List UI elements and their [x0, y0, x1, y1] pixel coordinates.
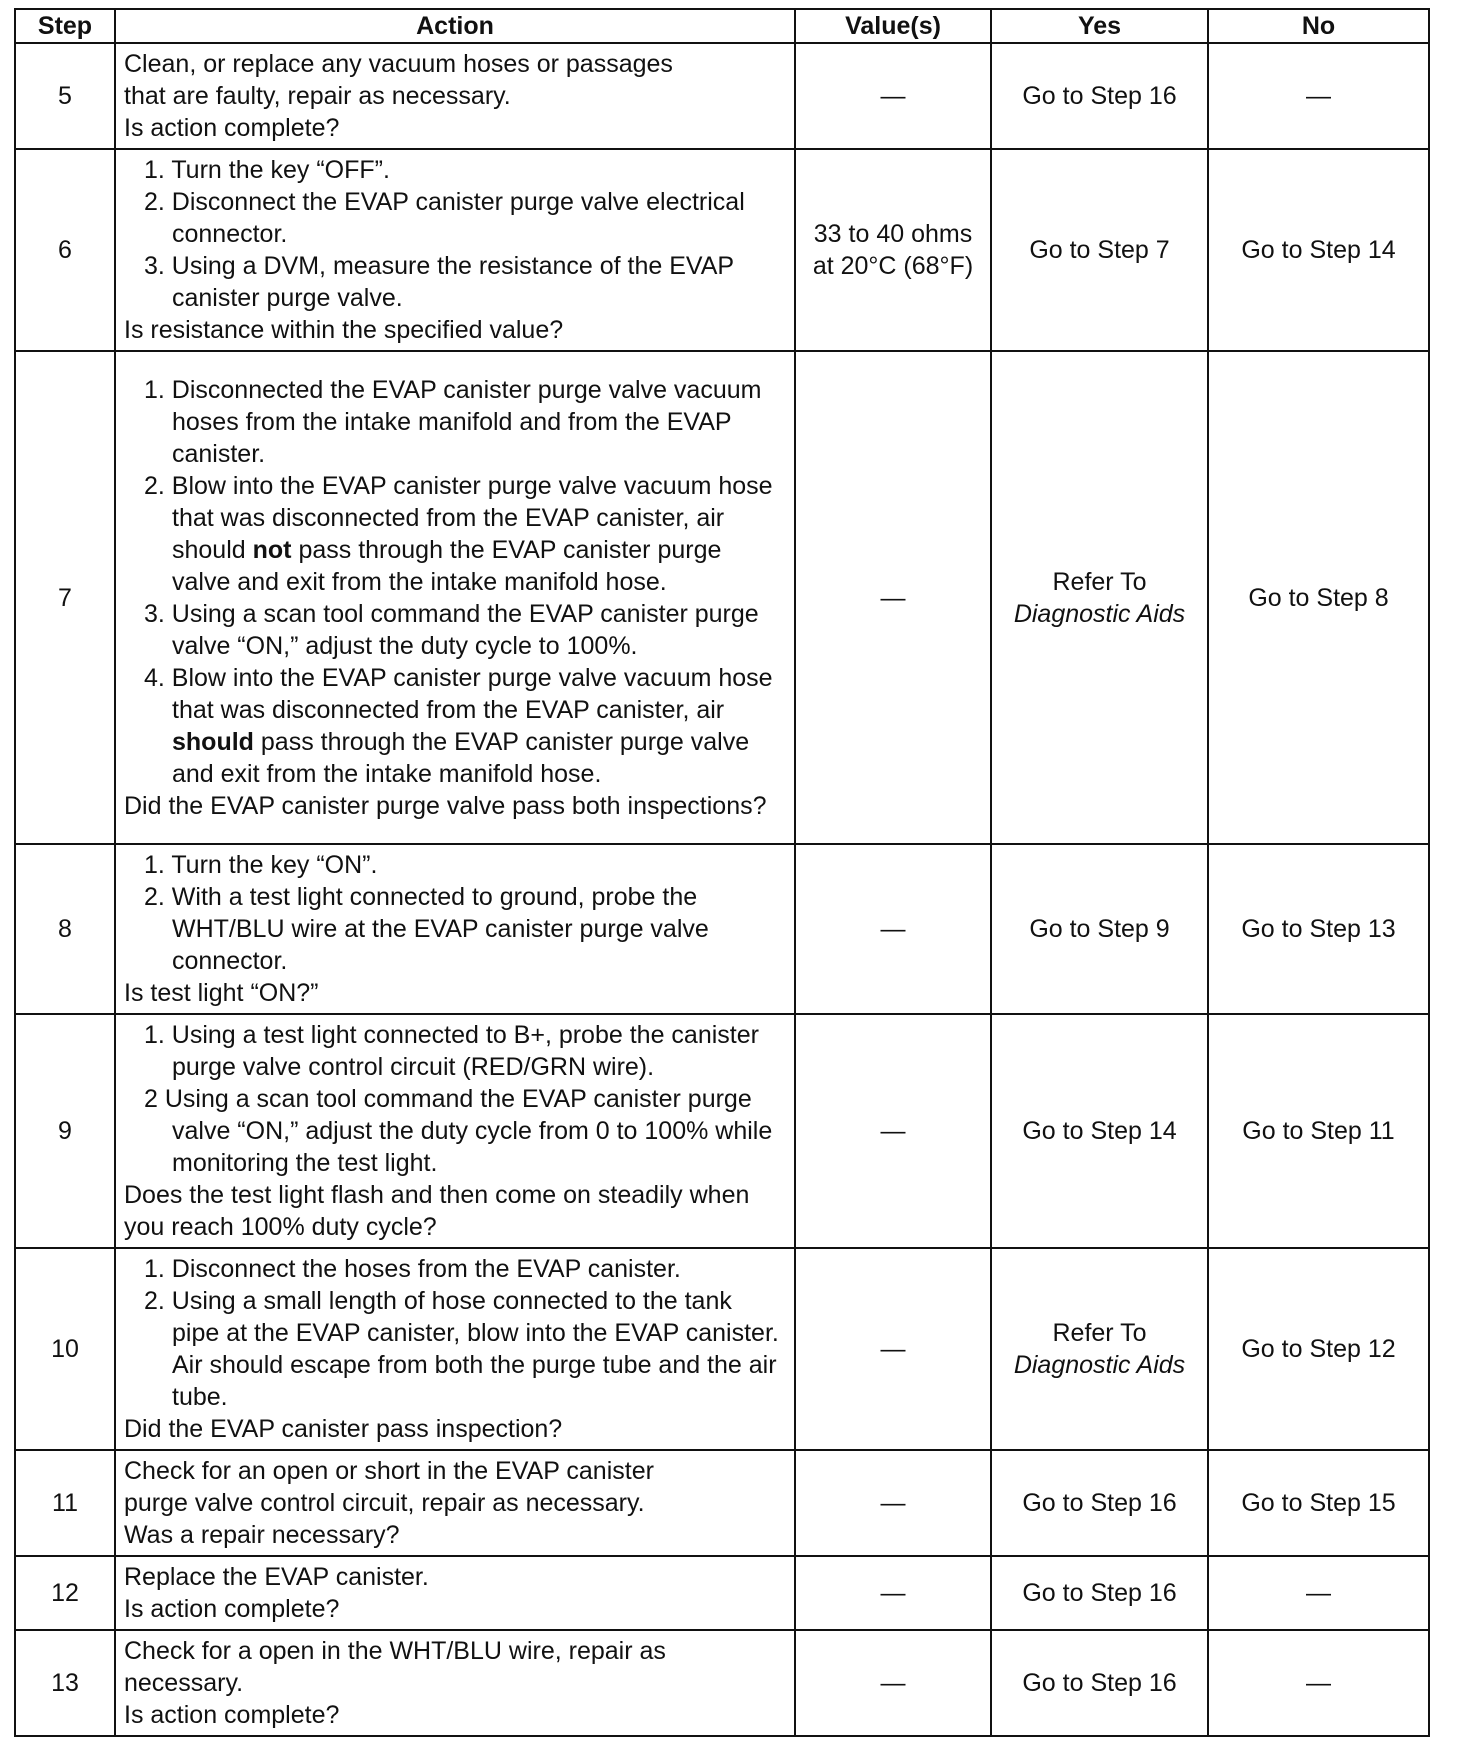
table-row — [15, 43, 1429, 149]
values-cell: — — [795, 1014, 991, 1248]
table-row — [15, 1556, 1429, 1630]
action-emphasis: not — [252, 535, 292, 564]
step-number: 11 — [15, 1450, 115, 1556]
values-cell — [795, 149, 991, 351]
table-row — [15, 1248, 1429, 1450]
yes-refer-label: Refer To — [1052, 567, 1147, 596]
action-text: 4. Blow into the EVAP canister purge valve vacuum hose that was disconnected from the EVAP canister, air — [144, 663, 773, 724]
action-cell — [115, 1556, 795, 1630]
action-item: 1. Disconnected the EVAP canister purge valve vacuum hoses from the intake manifold and from the EVAP canister. — [144, 375, 762, 468]
table-row — [15, 1014, 1429, 1248]
header-values: Value(s) — [795, 9, 991, 43]
step-number: 8 — [15, 844, 115, 1014]
action-question: Is action complete? — [124, 1701, 340, 1729]
action-question: Did the EVAP canister pass inspection? — [124, 1415, 563, 1443]
table-row — [15, 844, 1429, 1014]
action-item: 1. Turn the key “ON”. — [144, 851, 378, 879]
yes-cell: Go to Step 16 — [991, 43, 1208, 149]
yes-cell — [991, 1248, 1208, 1450]
table-row — [15, 1630, 1429, 1736]
yes-cell: Go to Step 16 — [991, 1556, 1208, 1630]
yes-cell: Go to Step 16 — [991, 1450, 1208, 1556]
action-item: 1. Turn the key “OFF”. — [144, 156, 390, 184]
action-line: that are faulty, repair as necessary. — [124, 82, 511, 110]
action-question: Did the EVAP canister purge valve pass both inspections? — [124, 791, 767, 820]
no-cell: — — [1208, 1630, 1429, 1736]
diagnostic-table-page — [14, 8, 1428, 1737]
step-number: 10 — [15, 1248, 115, 1450]
action-item — [124, 470, 786, 598]
step-number: 9 — [15, 1014, 115, 1248]
action-line: necessary. — [124, 1669, 244, 1697]
action-item: 2. Disconnect the EVAP canister purge valve electrical connector. — [144, 188, 745, 248]
action-item: 1. Disconnect the hoses from the EVAP canister. — [144, 1255, 681, 1283]
action-item: 1. Using a test light connected to B+, probe the canister purge valve control circuit (RED/GRN wire). — [144, 1021, 759, 1081]
step-number: 7 — [15, 351, 115, 844]
action-question: Is action complete? — [124, 1595, 340, 1623]
values-cell: — — [795, 1450, 991, 1556]
action-cell — [115, 1450, 795, 1556]
yes-refer-label: Refer To — [1052, 1319, 1147, 1347]
step-number: 5 — [15, 43, 115, 149]
action-text: pass through the EVAP canister purge valve and exit from the intake manifold hose. — [172, 535, 722, 596]
action-cell — [115, 149, 795, 351]
action-text: 2. Blow into the EVAP canister purge valve vacuum hose that was disconnected from the EVAP canister, air should — [144, 471, 773, 564]
action-question: Was a repair necessary? — [124, 1521, 400, 1549]
action-item: 2. Using a small length of hose connected to the tank pipe at the EVAP canister, blow into the EVAP canister. Air should escape from both the purge tube and the air tube. — [144, 1287, 779, 1411]
action-cell — [115, 43, 795, 149]
yes-cell — [991, 351, 1208, 844]
values-cell: — — [795, 43, 991, 149]
action-line: Check for a open in the WHT/BLU wire, repair as — [124, 1637, 666, 1665]
yes-cell: Go to Step 7 — [991, 149, 1208, 351]
header-no: No — [1208, 9, 1429, 43]
action-text: pass through the EVAP canister purge valve and exit from the intake manifold hose. — [172, 727, 750, 788]
no-cell: Go to Step 15 — [1208, 1450, 1429, 1556]
action-line: Replace the EVAP canister. — [124, 1563, 429, 1591]
value-resistance: 33 to 40 ohms — [813, 220, 973, 248]
action-question: Is test light “ON?” — [124, 979, 319, 1007]
action-cell — [115, 1248, 795, 1450]
no-cell: Go to Step 11 — [1208, 1014, 1429, 1248]
action-cell — [115, 844, 795, 1014]
action-line: Check for an open or short in the EVAP canister — [124, 1457, 654, 1485]
header-yes: Yes — [991, 9, 1208, 43]
action-line: purge valve control circuit, repair as necessary. — [124, 1489, 645, 1517]
no-cell: — — [1208, 1556, 1429, 1630]
action-cell — [115, 1014, 795, 1248]
diagnostic-table — [14, 8, 1430, 1737]
step-number: 13 — [15, 1630, 115, 1736]
yes-diagnostic-aids: Diagnostic Aids — [1013, 599, 1186, 628]
action-question: Is action complete? — [124, 114, 340, 142]
header-step: Step — [15, 9, 115, 43]
no-cell: Go to Step 12 — [1208, 1248, 1429, 1450]
no-cell: — — [1208, 43, 1429, 149]
header-action: Action — [115, 9, 795, 43]
action-line: Clean, or replace any vacuum hoses or passages — [124, 50, 673, 78]
values-cell: — — [795, 844, 991, 1014]
table-row — [15, 1450, 1429, 1556]
action-item: 3. Using a DVM, measure the resistance of the EVAP canister purge valve. — [144, 252, 734, 312]
values-cell: — — [795, 1556, 991, 1630]
step-number: 6 — [15, 149, 115, 351]
action-question: Is resistance within the specified value? — [124, 316, 564, 344]
no-cell: Go to Step 13 — [1208, 844, 1429, 1014]
action-emphasis: should — [172, 727, 254, 756]
yes-cell: Go to Step 14 — [991, 1014, 1208, 1248]
yes-cell: Go to Step 9 — [991, 844, 1208, 1014]
yes-diagnostic-aids: Diagnostic Aids — [1013, 1351, 1186, 1379]
action-item: 3. Using a scan tool command the EVAP canister purge valve “ON,” adjust the duty cycle to 100%. — [144, 599, 759, 660]
yes-cell: Go to Step 16 — [991, 1630, 1208, 1736]
values-cell: — — [795, 351, 991, 844]
values-cell: — — [795, 1248, 991, 1450]
action-question: Does the test light flash and then come on steadily when you reach 100% duty cycle? — [124, 1181, 750, 1241]
action-cell — [115, 351, 795, 844]
action-cell — [115, 1630, 795, 1736]
step-number: 12 — [15, 1556, 115, 1630]
values-cell: — — [795, 1630, 991, 1736]
table-row — [15, 149, 1429, 351]
table-row — [15, 351, 1429, 844]
value-temperature: at 20°C (68°F) — [812, 252, 974, 280]
action-item: 2. With a test light connected to ground, probe the WHT/BLU wire at the EVAP canister purge valve connector. — [144, 883, 709, 975]
action-item — [124, 662, 786, 790]
table-header-row — [15, 9, 1429, 43]
no-cell: Go to Step 8 — [1208, 351, 1429, 844]
action-item: 2 Using a scan tool command the EVAP canister purge valve “ON,” adjust the duty cycle from 0 to 100% while monitoring the test light. — [144, 1085, 773, 1177]
no-cell: Go to Step 14 — [1208, 149, 1429, 351]
